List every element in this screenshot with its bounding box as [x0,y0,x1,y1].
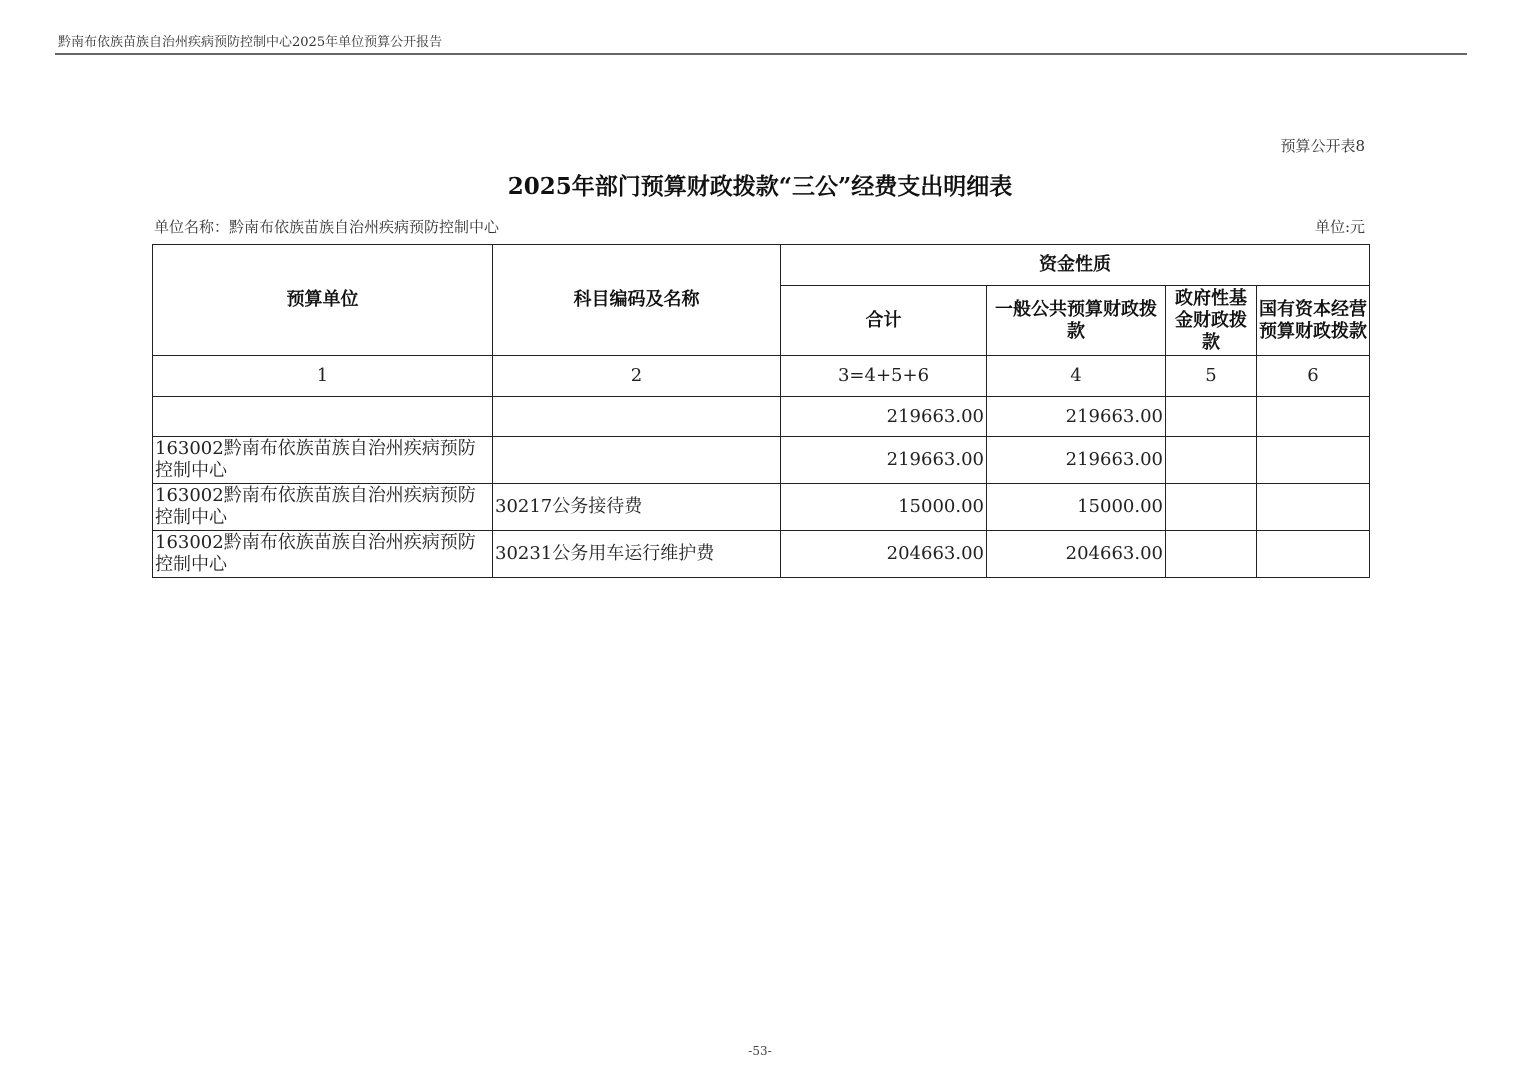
cell-subject [493,397,781,437]
table-row [153,484,1370,531]
table-code: 预算公开表8 [1280,137,1365,155]
cell-total: 204663.00 [781,531,987,578]
cell-total: 219663.00 [781,437,987,484]
header-state-capital: 国有资本经营预算财政拨款 [1257,286,1370,356]
cell-gov-fund [1166,531,1257,578]
cell-gov-fund [1166,397,1257,437]
cell-gov-fund [1166,484,1257,531]
header-subject: 科目编码及名称 [493,245,781,356]
header-budget-unit: 预算单位 [153,245,493,356]
column-number: 2 [493,356,781,397]
cell-unit: 163002黔南布依族苗族自治州疾病预防控制中心 [153,437,493,484]
cell-general: 15000.00 [987,484,1166,531]
cell-general: 219663.00 [987,397,1166,437]
cell-gov-fund [1166,437,1257,484]
header-gov-fund: 政府性基金财政拨款 [1166,286,1257,356]
column-number: 5 [1166,356,1257,397]
cell-total: 219663.00 [781,397,987,437]
page-title: 2025年部门预算财政拨款“三公”经费支出明细表 [507,173,1013,200]
cell-general: 204663.00 [987,531,1166,578]
unit-label: 单位:元 [1314,218,1365,236]
cell-subject: 30231公务用车运行维护费 [493,531,781,578]
column-number: 3=4+5+6 [781,356,987,397]
header-fund-nature: 资金性质 [781,245,1370,286]
column-number: 1 [153,356,493,397]
cell-unit [153,397,493,437]
table-row [153,531,1370,578]
unit-name: 单位名称：黔南布依族苗族自治州疾病预防控制中心 [154,218,500,236]
table-row-total [153,397,1370,437]
header-total: 合计 [781,286,987,356]
budget-table [152,244,1370,578]
cell-state-capital [1257,397,1370,437]
cell-state-capital [1257,531,1370,578]
cell-unit: 163002黔南布依族苗族自治州疾病预防控制中心 [153,484,493,531]
cell-subject: 30217公务接待费 [493,484,781,531]
cell-general: 219663.00 [987,437,1166,484]
cell-unit: 163002黔南布依族苗族自治州疾病预防控制中心 [153,531,493,578]
header-general: 一般公共预算财政拨款 [987,286,1166,356]
cell-state-capital [1257,484,1370,531]
column-number: 4 [987,356,1166,397]
header-row [153,245,1370,286]
page-number: -53- [748,1044,772,1058]
header-rule [55,53,1467,55]
cell-subject [493,437,781,484]
column-number-row [153,356,1370,397]
running-header: 黔南布依族苗族自治州疾病预防控制中心2025年单位预算公开报告 [58,35,443,50]
cell-total: 15000.00 [781,484,987,531]
table-row [153,437,1370,484]
cell-state-capital [1257,437,1370,484]
column-number: 6 [1257,356,1370,397]
